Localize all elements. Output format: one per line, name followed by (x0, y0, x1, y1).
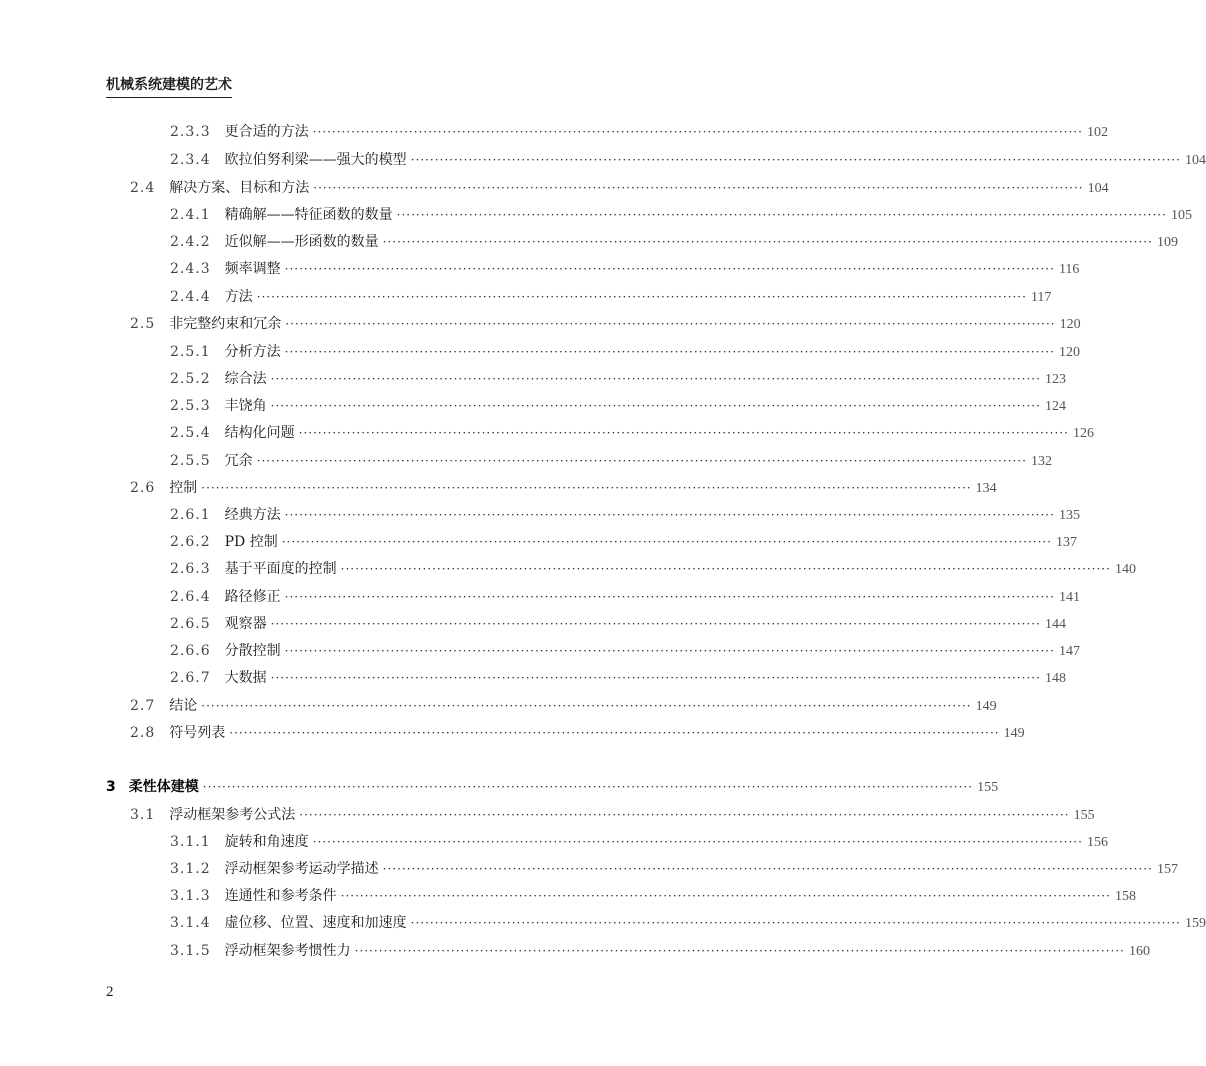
toc-entry-page: 158 (1114, 889, 1136, 904)
toc-entry-title: 基于平面度的控制 (224, 561, 337, 577)
toc-entry-title: 连通性和参考条件 (224, 888, 337, 904)
toc-entry-number: 2.6.3 (170, 561, 211, 577)
toc-entry-number: 3.1.1 (170, 834, 211, 850)
toc-entry-number: 2.4.4 (170, 289, 211, 305)
toc-entry-number: 2.5.2 (170, 371, 211, 387)
toc-entry-number: 3.1.3 (170, 888, 211, 904)
toc-entry-page: 132 (1030, 454, 1052, 469)
toc-entry-page: 159 (1184, 916, 1206, 931)
toc-entry-number: 3.1.2 (170, 861, 211, 877)
toc-entry-number: 2.5.5 (170, 453, 211, 469)
toc-entry-page: 104 (1184, 153, 1206, 168)
toc-entry[interactable] (170, 886, 1136, 906)
toc-entry-number: 3.1.4 (170, 915, 211, 931)
toc-dot-leader: ································································································································································ (312, 835, 1083, 849)
toc-entry-number: 2.4 (130, 180, 156, 196)
toc-entry-title: 浮动框架参考公式法 (169, 807, 296, 823)
toc-entry-number: 2.5 (130, 316, 156, 332)
toc-dot-leader: ································································································································································ (229, 726, 1000, 740)
toc-entry-page: 155 (977, 780, 999, 795)
toc-dot-leader: ································································································································································ (256, 290, 1027, 304)
toc-entry[interactable] (170, 587, 1080, 607)
toc-entry-title: 控制 (169, 480, 198, 496)
toc-entry-page: 105 (1170, 208, 1192, 223)
toc-entry[interactable] (170, 668, 1066, 688)
toc-entry-title: 近似解——形函数的数量 (224, 234, 379, 250)
toc-entry-title: 经典方法 (224, 507, 281, 523)
toc-entry-page: 137 (1056, 535, 1078, 550)
toc-entry-page: 116 (1058, 262, 1080, 277)
toc-entry[interactable] (130, 805, 1095, 825)
toc-entry[interactable] (130, 723, 1025, 743)
toc-entry[interactable] (170, 913, 1206, 933)
toc-dot-leader: ································································································································································ (284, 345, 1055, 359)
toc-entry-title: 解决方案、目标和方法 (169, 180, 310, 196)
toc-entry-number: 2.6.6 (170, 643, 211, 659)
toc-entry-number: 2.6.5 (170, 616, 211, 632)
toc-entry-number: 3.1 (130, 807, 156, 823)
toc-entry-title: 结论 (169, 698, 198, 714)
toc-dot-leader: ································································································································································ (270, 671, 1041, 685)
toc-entry-page: 160 (1128, 944, 1150, 959)
toc-entry-title: 精确解——特征函数的数量 (224, 207, 393, 223)
toc-entry-number: 2.8 (130, 725, 156, 741)
toc-dot-leader: ································································································································································ (202, 780, 974, 794)
toc-dot-leader: ································································································································································ (340, 889, 1111, 903)
toc-entry-page: 140 (1114, 562, 1136, 577)
running-head-book-title: 机械系统建模的艺术 (106, 74, 232, 98)
toc-entry[interactable] (170, 205, 1192, 225)
toc-entry-page: 144 (1044, 617, 1066, 632)
toc-entry[interactable] (170, 614, 1066, 634)
toc-entry-page: 134 (975, 481, 997, 496)
toc-dot-leader: ································································································································································ (270, 372, 1041, 386)
toc-entry-number: 2.6.1 (170, 507, 211, 523)
toc-entry[interactable] (170, 287, 1052, 307)
toc-entry-number: 2.6 (130, 480, 156, 496)
toc-entry[interactable] (170, 505, 1080, 525)
toc-entry-page: 157 (1156, 862, 1178, 877)
toc-dot-leader: ································································································································································ (281, 535, 1053, 549)
toc-entry-page: 156 (1086, 835, 1108, 850)
toc-entry-page: 155 (1073, 808, 1095, 823)
toc-entry-title: 路径修正 (224, 589, 281, 605)
toc-entry-number: 2.4.1 (170, 207, 211, 223)
toc-entry-page: 149 (1003, 726, 1025, 741)
toc-entry[interactable] (170, 369, 1066, 389)
toc-entry-page: 141 (1058, 590, 1080, 605)
toc-entry-page: 109 (1156, 235, 1178, 250)
toc-entry[interactable] (170, 832, 1108, 852)
toc-entry-page: 104 (1087, 181, 1109, 196)
toc-entry[interactable] (170, 342, 1080, 362)
toc-entry-number: 2.6.4 (170, 589, 211, 605)
toc-entry[interactable] (170, 259, 1080, 279)
toc-entry-title: 观察器 (224, 616, 267, 632)
toc-entry-title: 分析方法 (224, 344, 281, 360)
toc-dot-leader: ································································································································································ (284, 508, 1055, 522)
toc-dot-leader: ································································································································································ (410, 916, 1181, 930)
toc-dot-leader: ································································································································································ (299, 808, 1070, 822)
toc-entry-title: 结构化问题 (224, 425, 295, 441)
toc-entry-title: 旋转和角速度 (224, 834, 309, 850)
toc-entry-number: 2.4.2 (170, 234, 211, 250)
toc-entry-number: 2.5.4 (170, 425, 211, 441)
toc-entry[interactable] (170, 641, 1080, 661)
toc-entry[interactable] (170, 150, 1206, 170)
toc-entry[interactable] (170, 122, 1108, 142)
toc-entry-title: 柔性体建模 (128, 779, 199, 795)
toc-entry[interactable] (170, 532, 1078, 552)
toc-entry-page: 135 (1058, 508, 1080, 523)
toc-dot-leader: ································································································································································ (270, 399, 1041, 413)
toc-entry-title: 冗余 (224, 453, 253, 469)
toc-dot-leader: ································································································································································ (201, 481, 972, 495)
toc-entry-title: 非完整约束和冗余 (169, 316, 282, 332)
toc-entry-title: 分散控制 (224, 643, 281, 659)
toc-entry-page: 149 (975, 699, 997, 714)
toc-entry-title: 丰饶角 (224, 398, 267, 414)
toc-dot-leader: ································································································································································ (270, 617, 1041, 631)
toc-entry-title: 更合适的方法 (224, 124, 309, 140)
toc-entry[interactable] (106, 777, 999, 797)
toc-entry-number: 2.7 (130, 698, 156, 714)
toc-entry-page: 117 (1030, 290, 1052, 305)
toc-dot-leader: ································································································································································ (340, 562, 1111, 576)
toc-entry-title: 浮动框架参考惯性力 (224, 943, 351, 959)
toc-entry[interactable] (170, 232, 1178, 252)
toc-dot-leader: ································································································································································ (382, 862, 1153, 876)
toc-entry[interactable] (170, 423, 1094, 443)
toc-entry-number: 2.6.2 (170, 534, 211, 550)
toc-dot-leader: ································································································································································ (284, 590, 1055, 604)
toc-entry-title: 虚位移、位置、速度和加速度 (224, 915, 407, 931)
toc-entry-page: 120 (1058, 345, 1080, 360)
toc-entry[interactable] (130, 478, 997, 498)
toc-entry-page: 126 (1072, 426, 1094, 441)
toc-dot-leader: ································································································································································ (396, 208, 1167, 222)
toc-entry-page: 147 (1058, 644, 1080, 659)
toc-entry-page: 102 (1086, 125, 1108, 140)
toc-dot-leader: ································································································································································ (201, 699, 972, 713)
toc-entry-number: 2.3.4 (170, 152, 211, 168)
toc-entry-title: 欧拉伯努利梁——强大的模型 (224, 152, 407, 168)
toc-dot-leader: ································································································································································ (382, 235, 1153, 249)
toc-entry-number: 2.5.1 (170, 344, 211, 360)
toc-entry-number: 3.1.5 (170, 943, 211, 959)
toc-entry[interactable] (170, 941, 1150, 961)
toc-entry-page: 148 (1044, 671, 1066, 686)
toc-entry-page: 123 (1044, 372, 1066, 387)
toc-entry-page: 124 (1044, 399, 1066, 414)
toc-entry-title: 符号列表 (169, 725, 226, 741)
toc-entry-title: 方法 (224, 289, 253, 305)
toc-entry-title: 大数据 (224, 670, 267, 686)
toc-entry-title: 综合法 (224, 371, 267, 387)
toc-entry[interactable] (170, 559, 1136, 579)
toc-entry-number: 2.3.3 (170, 124, 211, 140)
toc-dot-leader: ································································································································································ (298, 426, 1069, 440)
toc-dot-leader: ································································································································································ (284, 262, 1055, 276)
toc-entry-title: 浮动框架参考运动学描述 (224, 861, 379, 877)
toc-dot-leader: ································································································································································ (354, 944, 1125, 958)
page-number: 2 (106, 984, 114, 1000)
toc-entry[interactable] (170, 859, 1178, 879)
toc-dot-leader: ································································································································································ (285, 317, 1056, 331)
toc-entry[interactable] (130, 178, 1109, 198)
toc-entry[interactable] (170, 451, 1052, 471)
toc-entry-page: 120 (1059, 317, 1081, 332)
toc-dot-leader: ································································································································································ (284, 644, 1055, 658)
toc-dot-leader: ································································································································································ (256, 454, 1027, 468)
toc-entry[interactable] (170, 396, 1066, 416)
toc-entry-title: PD 控制 (224, 534, 278, 550)
toc-entry-number: 2.6.7 (170, 670, 211, 686)
toc-entry[interactable] (130, 696, 997, 716)
toc-entry-number: 3 (106, 779, 117, 795)
toc-dot-leader: ································································································································································ (410, 153, 1181, 167)
toc-entry[interactable] (130, 314, 1081, 334)
toc-dot-leader: ································································································································································ (313, 181, 1084, 195)
toc-entry-number: 2.4.3 (170, 261, 211, 277)
toc-dot-leader: ································································································································································ (312, 125, 1083, 139)
toc-entry-number: 2.5.3 (170, 398, 211, 414)
toc-entry-title: 频率调整 (224, 261, 281, 277)
